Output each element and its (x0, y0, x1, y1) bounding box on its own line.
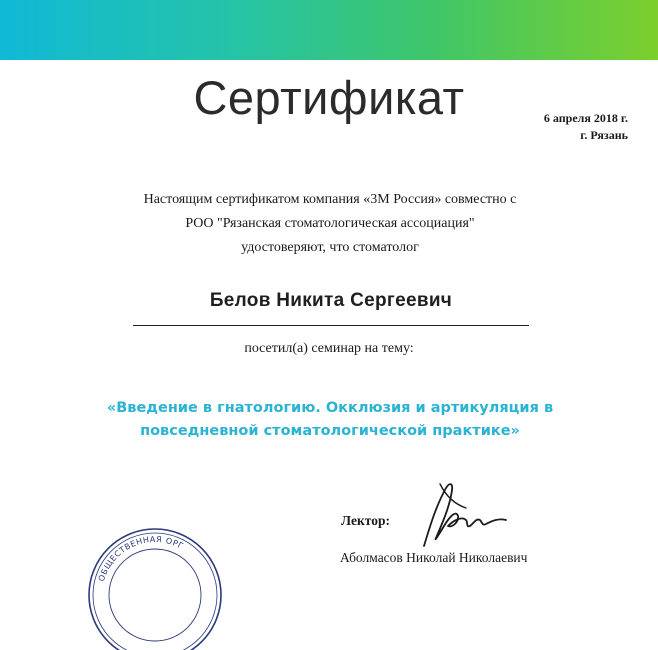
stamp-text: ОБЩЕСТВЕННАЯ ОРГ (96, 534, 186, 583)
intro-paragraph (80, 188, 580, 260)
recipient-name: Белов Никита Сергеевич (209, 290, 453, 311)
topic-line: повседневной стоматологической практике» (140, 423, 520, 439)
issue-city: г. Рязань (580, 128, 628, 142)
intro-line: удостоверяют, что стоматолог (241, 240, 419, 255)
recipient-underline (133, 325, 529, 326)
date-location-block (544, 110, 628, 144)
topic-line: «Введение в гнатологию. Окклюзия и артикуляция в (106, 400, 554, 416)
attended-text: посетил(а) семинар на тему: (244, 341, 414, 356)
intro-line: РОО "Рязанская стоматологическая ассоциация" (185, 216, 475, 231)
issue-date: 6 апреля 2018 г. (543, 111, 628, 125)
certificate-title: Сертификат (193, 71, 465, 124)
intro-line: Настоящим сертификатом компания «3М Россия» совместно с (143, 192, 517, 207)
seminar-topic (60, 397, 600, 443)
signature-icon (396, 476, 516, 556)
lecturer-name: Аболмасов Николай Николаевич (340, 550, 528, 565)
organization-stamp-icon (80, 520, 230, 650)
header-gradient-band (0, 0, 658, 60)
lecturer-label: Лектор: (341, 513, 390, 528)
